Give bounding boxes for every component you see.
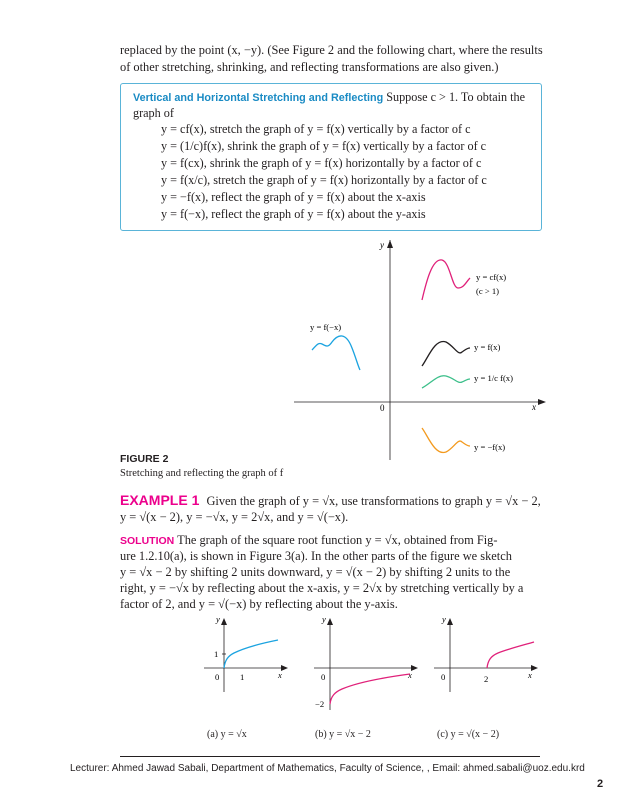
fig3a-x-label: x xyxy=(278,670,282,680)
figure-3c-graph xyxy=(430,612,540,696)
fig3c-xtick: 2 xyxy=(484,674,489,684)
solution-title: SOLUTION xyxy=(120,535,175,547)
intro-paragraph: replaced by the point (x, −y). (See Figure 2 and the following chart, where the results of other stretching, shrinking, and reflecting transformations are also given.) xyxy=(120,43,543,74)
figure-3c-caption: (c) y = √(x − 2) xyxy=(437,729,500,740)
solution-line-2: ure 1.2.10(a), is shown in Figure 3(a). In the other parts of the figure we sketch xyxy=(120,549,512,563)
fig3a-ytick: 1 xyxy=(214,649,219,659)
figure-3b-caption: (b) y = √x − 2 xyxy=(315,729,371,740)
fig3a-curve xyxy=(224,640,278,668)
solution-line-5: factor of 2, and y = √(−x) by reflecting about the y-axis. xyxy=(120,597,398,611)
rule-2: y = (1/c)f(x), shrink the graph of y = f(x) vertically by a factor of c xyxy=(161,139,487,153)
footer-text: Lecturer: Ahmed Jawad Sabali, Department of Mathematics, Faculty of Science, , Email: ahmed.sabali@uoz.edu.krd xyxy=(70,763,585,774)
label-neg-fx: y = −f(x) xyxy=(474,442,506,452)
label-cfx: y = cf(x) xyxy=(476,272,507,282)
curve-fx xyxy=(422,341,470,366)
curve-cfx xyxy=(422,260,470,300)
solution-line-4: right, y = −√x by reflecting about the x-axis, y = 2√x by stretching vertically by a xyxy=(120,581,524,595)
rule-6: y = f(−x), reflect the graph of y = f(x) about the y-axis xyxy=(161,207,426,221)
fig3a-origin: 0 xyxy=(215,672,220,682)
fig2-x-label: x xyxy=(532,402,536,412)
fig3c-curve xyxy=(487,642,534,668)
curve-1cfx xyxy=(422,376,470,388)
label-f-negx: y = f(−x) xyxy=(310,322,342,332)
rule-5: y = −f(x), reflect the graph of y = f(x) about the x-axis xyxy=(161,190,426,204)
rule-3: y = f(cx), shrink the graph of y = f(x) horizontally by a factor of c xyxy=(161,156,482,170)
label-cfx-note: (c > 1) xyxy=(476,286,499,296)
box-lead: Suppose c > 1. To obtain the graph of xyxy=(133,90,526,120)
fig3b-x-label: x xyxy=(408,670,412,680)
fig2-origin: 0 xyxy=(380,403,385,413)
figure-3a-graph xyxy=(200,612,290,696)
label-fx: y = f(x) xyxy=(474,342,501,352)
figure-2-graph xyxy=(290,238,550,464)
figure-3a-caption: (a) y = √x xyxy=(207,729,247,740)
definition-box xyxy=(120,83,542,231)
curve-neg-fx xyxy=(422,428,470,453)
fig3b-curve xyxy=(330,674,410,704)
page-number: 2 xyxy=(597,778,604,790)
box-heading xyxy=(133,90,533,121)
fig2-y-label: y xyxy=(380,240,384,250)
rule-1: y = cf(x), stretch the graph of y = f(x) vertically by a factor of c xyxy=(161,122,471,136)
fig3b-origin: 0 xyxy=(321,672,326,682)
solution-line-3: y = √x − 2 by shifting 2 units downward, y = √(x − 2) by shifting 2 units to the xyxy=(120,565,511,579)
fig3c-x-label: x xyxy=(528,670,532,680)
solution-line-1-wrap xyxy=(120,532,498,550)
fig3b-ytick: −2 xyxy=(315,699,325,709)
fig3b-y-label: y xyxy=(322,614,326,624)
fig3a-y-label: y xyxy=(216,614,220,624)
fig2-x-arrow xyxy=(538,399,546,405)
example-title: EXAMPLE 1 xyxy=(120,492,200,508)
fig3c-origin: 0 xyxy=(441,672,446,682)
fig3a-xtick: 1 xyxy=(240,672,245,682)
solution-line-1: The graph of the square root function y = √x, obtained from Fig- xyxy=(177,533,498,547)
example-heading xyxy=(120,492,550,510)
fig3c-y-label: y xyxy=(442,614,446,624)
rule-4: y = f(x/c), stretch the graph of y = f(x) horizontally by a factor of c xyxy=(161,173,487,187)
fig2-y-arrow xyxy=(387,240,393,248)
figure-3b-graph xyxy=(310,612,420,712)
example-line-2: y = √(x − 2), y = −√x, y = 2√x, and y = √(−x). xyxy=(120,510,349,524)
example-line-1: Given the graph of y = √x, use transformations to graph y = √x − 2, xyxy=(206,494,541,508)
figure-2-label: FIGURE 2 xyxy=(120,453,169,465)
footer-rule xyxy=(120,756,540,757)
label-1cfx: y = 1/c f(x) xyxy=(474,373,513,383)
box-title: Vertical and Horizontal Stretching and Reflecting xyxy=(133,92,384,104)
figure-2-caption: Stretching and reflecting the graph of f xyxy=(120,468,284,479)
curve-f-negx xyxy=(312,336,360,370)
